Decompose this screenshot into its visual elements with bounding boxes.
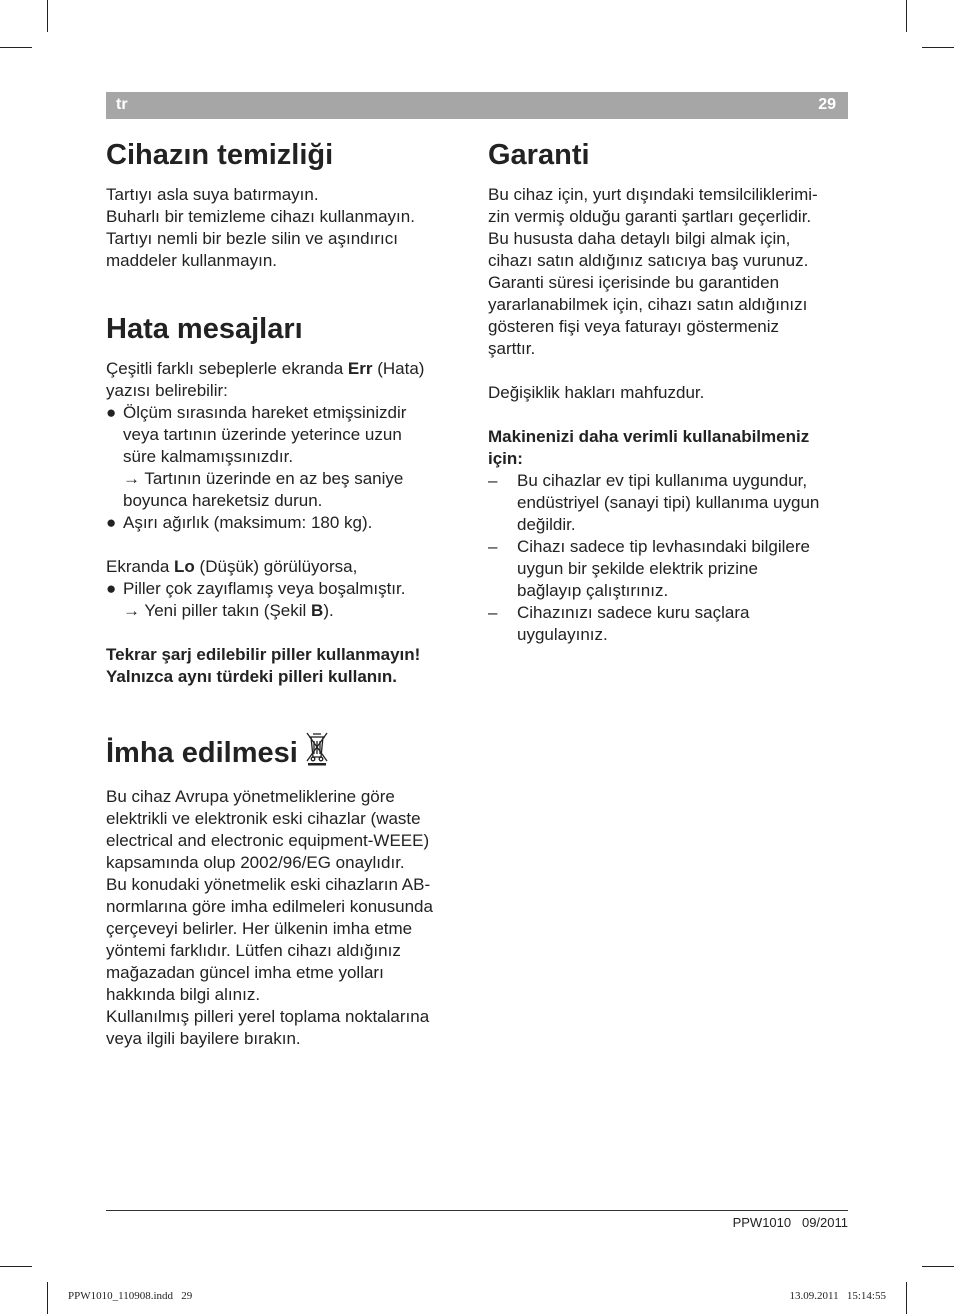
bullet-text: veya tartının üzerinde yeterince uzun xyxy=(123,425,402,444)
disposal-line: mağazadan güncel imha etme yolları xyxy=(106,963,384,982)
crop-mark xyxy=(906,1282,907,1314)
text: Ekranda xyxy=(106,557,175,576)
crop-mark xyxy=(922,47,954,48)
disposal-heading xyxy=(106,730,466,774)
dash-text: Cihazı sadece tip levhasındaki bilgilere xyxy=(517,537,810,556)
guarantee-line: Garanti süresi içerisinde bu garantiden xyxy=(488,273,780,292)
text: Tekrar şarj edilebilir piller kullanmayın! xyxy=(106,645,421,664)
guarantee-line: gösteren fişi veya faturayı göstermeniz xyxy=(488,317,780,336)
dash-text: Cihazınızı sadece kuru saçlara xyxy=(517,603,750,622)
bullet-icon: ● xyxy=(106,513,117,532)
dash-icon: – xyxy=(488,471,498,490)
left-column xyxy=(106,138,466,1050)
disposal-line: electrical and electronic equipment-WEEE) xyxy=(106,831,430,850)
text: (Hata) xyxy=(372,359,425,378)
guarantee-line: Bu cihaz için, yurt dışındaki temsilciliklerimi- xyxy=(488,185,818,204)
cleaning-line: maddeler kullanmayın. xyxy=(106,251,278,270)
dash-text: bağlayıp çalıştırınız. xyxy=(517,581,669,600)
bullet-item xyxy=(106,512,466,534)
cleaning-heading: Cihazın temizliği xyxy=(106,139,334,171)
bullet-text xyxy=(123,600,466,622)
bullet-text: Piller çok zayıflamış veya boşalmıştır. xyxy=(123,579,406,598)
disposal-line: kapsamında olup 2002/96/EG onaylıdır. xyxy=(106,853,405,872)
bullet-item xyxy=(106,578,466,622)
dash-text: uygun bir şekilde elektrik prizine xyxy=(517,559,758,578)
bullet-icon: ● xyxy=(106,579,117,598)
dash-item xyxy=(488,536,850,602)
dash-icon: – xyxy=(488,537,498,556)
rights-notice: Değişiklik hakları mahfuzdur. xyxy=(488,383,705,402)
crop-mark xyxy=(922,1266,954,1267)
dash-item xyxy=(488,470,850,536)
disposal-line: Bu konudaki yönetmelik eski cihazların AB- xyxy=(106,875,431,894)
bullet-text: Aşırı ağırlık (maksimum: 180 kg). xyxy=(123,513,373,532)
page-number: 29 xyxy=(818,96,836,113)
lo-intro xyxy=(106,556,466,578)
weee-bin-icon xyxy=(304,730,330,774)
figure-ref: B xyxy=(311,601,324,620)
guarantee-line: zin vermiş olduğu garanti şartları geçerlidir. xyxy=(488,207,812,226)
guarantee-heading: Garanti xyxy=(488,139,590,171)
guarantee-line: cihazı satın aldığınız satıcıya baş vurunuz. xyxy=(488,251,809,270)
bullet-icon: ● xyxy=(106,403,117,422)
crop-mark xyxy=(47,1282,48,1314)
language-code: tr xyxy=(116,96,128,113)
disposal-line: normlarına göre imha edilmeleri konusunda xyxy=(106,897,433,916)
text: → Yeni piller takın (Şekil xyxy=(123,601,312,620)
guarantee-line: Bu hususta daha detaylı bilgi almak için, xyxy=(488,229,791,248)
text: için: xyxy=(488,449,523,468)
dash-text: uygulayınız. xyxy=(517,625,608,644)
page-header-bar xyxy=(106,92,848,119)
bullet-text: boyunca hareketsiz durun. xyxy=(123,491,323,510)
print-slug-left: PPW1010_110908.indd 29 xyxy=(68,1290,193,1302)
dash-text: Bu cihazlar ev tipi kullanıma uygundur, xyxy=(517,471,808,490)
usage-heading xyxy=(488,448,850,470)
usage-heading xyxy=(488,426,850,448)
crop-mark xyxy=(0,47,32,48)
error-code: Lo xyxy=(174,557,195,576)
disposal-line: hakkında bilgi alınız. xyxy=(106,985,261,1004)
crop-mark xyxy=(0,1266,32,1267)
right-column xyxy=(488,138,850,646)
cleaning-line: Tartıyı nemli bir bezle silin ve aşındırıcı xyxy=(106,229,398,248)
text: (Düşük) görülüyorsa, xyxy=(194,557,358,576)
errors-heading: Hata mesajları xyxy=(106,313,303,345)
text: Yalnızca aynı türdeki pilleri kullanın. xyxy=(106,667,397,686)
text: Çeşitli farklı sebeplerle ekranda xyxy=(106,359,348,378)
cleaning-line: Tartıyı asla suya batırmayın. xyxy=(106,185,319,204)
footer-model-date: PPW1010 09/2011 xyxy=(732,1215,848,1230)
print-slug-right: 13.09.2011 15:14:55 xyxy=(789,1290,886,1302)
disposal-line: Kullanılmış pilleri yerel toplama noktalarına xyxy=(106,1007,430,1026)
disposal-line: yöntemi farklıdır. Lütfen cihazı aldığınız xyxy=(106,941,401,960)
cleaning-line: Buharlı bir temizleme cihazı kullanmayın. xyxy=(106,207,415,226)
text: Makinenizi daha verimli kullanabilmeniz xyxy=(488,427,810,446)
crop-mark xyxy=(906,0,907,32)
error-code: Err xyxy=(347,359,373,378)
guarantee-line: şarttır. xyxy=(488,339,536,358)
guarantee-line: yararlanabilmek için, cihazı satın aldığınızı xyxy=(488,295,808,314)
bullet-text: süre kalmamışsınızdır. xyxy=(123,447,294,466)
dash-text: değildir. xyxy=(517,515,576,534)
errors-intro xyxy=(106,358,466,380)
dash-item xyxy=(488,602,850,646)
text: ). xyxy=(323,601,334,620)
footer-rule xyxy=(106,1210,848,1211)
disposal-line: elektrikli ve elektronik eski cihazlar (waste xyxy=(106,809,421,828)
dash-text: endüstriyel (sanayi tipi) kullanıma uygun xyxy=(517,493,820,512)
crop-mark xyxy=(47,0,48,32)
disposal-line: Bu cihaz Avrupa yönetmeliklerine göre xyxy=(106,787,395,806)
text: İmha edilmesi xyxy=(106,737,298,769)
bullet-text: → Tartının üzerinde en az beş saniye xyxy=(123,469,404,488)
errors-intro-line2: yazısı belirebilir: xyxy=(106,381,228,400)
bullet-text: Ölçüm sırasında hareket etmişsinizdir xyxy=(123,403,407,422)
dash-icon: – xyxy=(488,603,498,622)
disposal-line: veya ilgili bayilere bırakın. xyxy=(106,1029,301,1048)
bullet-item xyxy=(106,402,466,512)
disposal-line: çerçeveyi belirler. Her ülkenin imha etme xyxy=(106,919,413,938)
battery-warning xyxy=(106,666,466,688)
battery-warning xyxy=(106,644,466,666)
